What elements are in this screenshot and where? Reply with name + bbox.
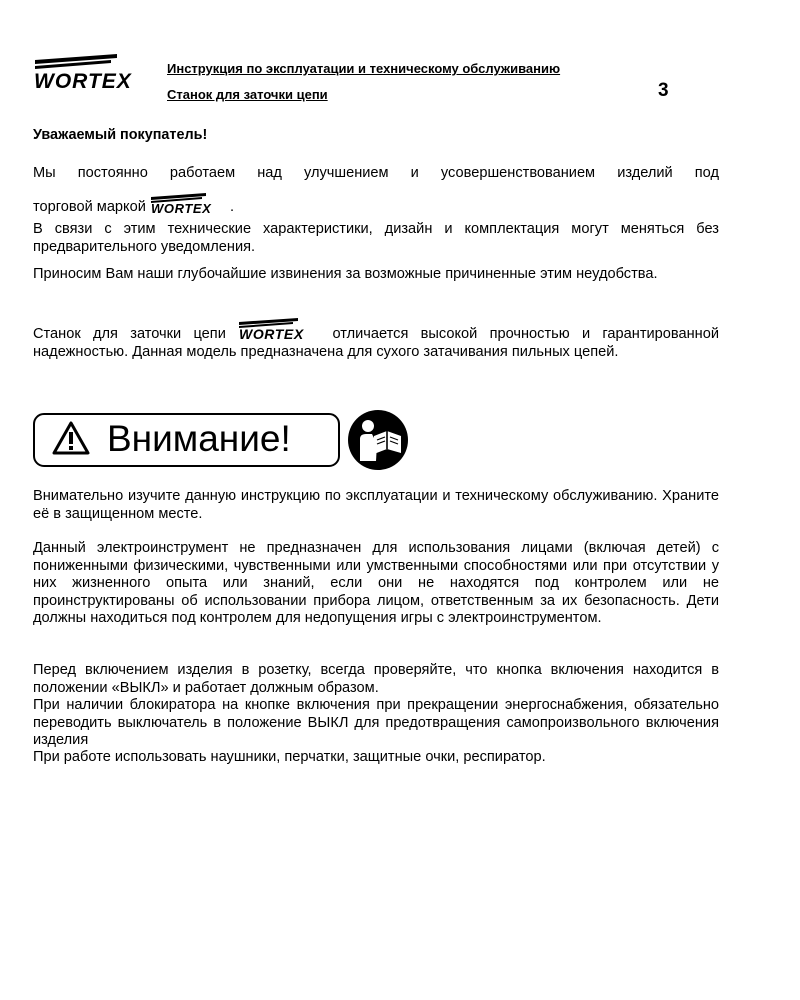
paragraph-power-lock: При наличии блокиратора на кнопке включения при прекращении энергоснабжения, обязательно переводить выключатель в положение ВЫКЛ для предотвращения самопроизвольного включения изделия [33, 697, 719, 748]
paragraph-restricted-use: Данный электроинструмент не предназначен для использования лицами (включая детей) с пониженными физическими, чувственными или умственными способностями или при отсутствии у них жизненного опыта или знаний, если они не находятся под контролем или не проинструктированы об использовании прибора лицом, ответственным за их безопасность. Дети должны находиться под контролем для недопущения игры с электроинструментом. [33, 540, 719, 626]
wortex-logo [33, 52, 153, 92]
attention-banner [33, 413, 340, 467]
paragraph-read-instructions: Внимательно изучите данную инструкцию по эксплуатации и техническому обслуживанию. Храните её в защищенном месте. [33, 488, 719, 522]
wortex-logo-inline-2 [238, 318, 320, 342]
page-number: 3 [658, 80, 669, 101]
manual-title: Инструкция по эксплуатации и техническому обслуживанию [167, 61, 561, 76]
product-title: Станок для заточки цепи [167, 87, 328, 102]
paragraph-apology: Приносим Вам наши глубочайшие извинения за возможные причиненные этим неудобства. [33, 266, 658, 282]
paragraph-specs-change: В связи с этим технические характеристики, дизайн и комплектация могут меняться без предварительного уведомления. [33, 221, 719, 255]
warning-triangle-icon [51, 420, 91, 456]
paragraph-product: Станок для заточки цепи WORTEX отличается высокой прочностью и гарантированной надежностью. Данная модель предназначена для сухого затачивания пильных цепей. [33, 318, 719, 361]
paragraph-check-switch: Перед включением изделия в розетку, всегда проверяйте, что кнопка включения находится в положении «ВЫКЛ» и работает должным образом. [33, 662, 719, 696]
svg-text:WORTEX: WORTEX [150, 200, 212, 215]
wortex-logo-inline [150, 193, 230, 215]
attention-label: Внимание! [107, 418, 291, 459]
paragraph-intro: Мы постоянно работаем над улучшением и усовершенствованием изделий под торговой маркой WORTEX . [33, 165, 719, 215]
svg-text:WORTEX: WORTEX [239, 326, 304, 342]
paragraph-protective-gear: При работе использовать наушники, перчатки, защитные очки, респиратор. [33, 749, 546, 765]
read-manual-icon [346, 409, 410, 471]
paragraph-intro-line2: торговой маркой [33, 198, 146, 215]
greeting: Уважаемый покупатель! [33, 127, 208, 143]
paragraph-intro-line1: Мы постоянно работаем над улучшением и усовершенствованием изделий под [33, 165, 719, 181]
svg-text:WORTEX: WORTEX [34, 70, 132, 92]
